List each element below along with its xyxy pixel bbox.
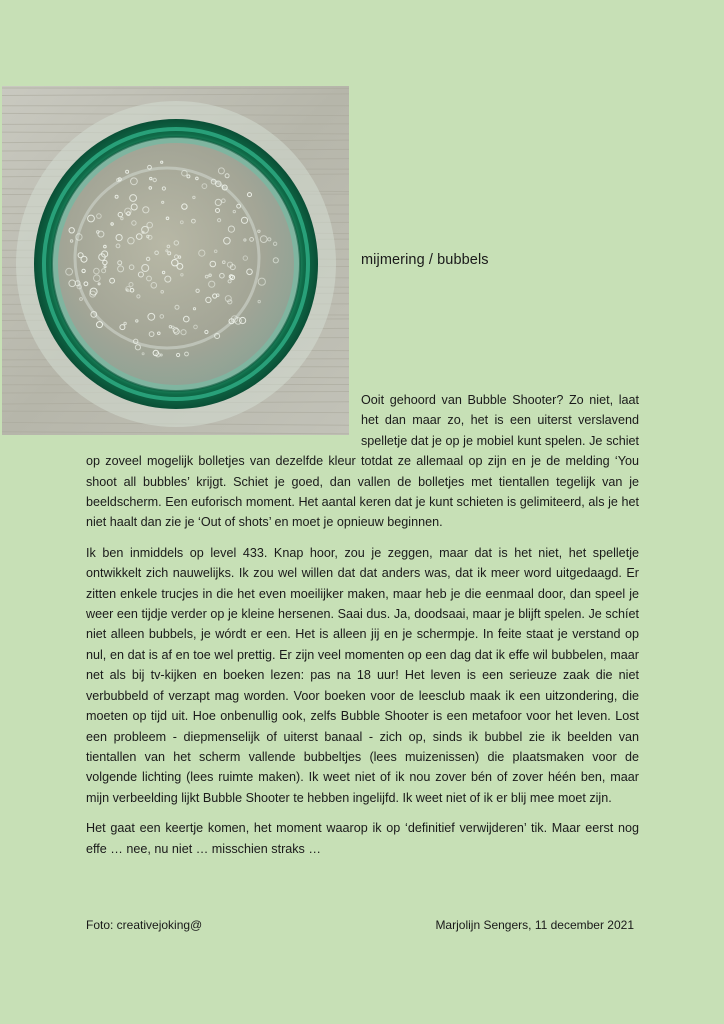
paragraph: Ik ben inmiddels op level 433. Knap hoor, zou je zeggen, maar dat is het niet, het spelletje ontwikkelt zich nauwelijks. Ik zou wel willen dat dat anders was, dat ik meer word uitgedaagd. Er zitten enkele trucjes in die het even moeilijker maken, maar heb je die eenmaal door, dan speel je weer een tijdje verder op je kleine hersenen. Saai dus. Ja, doodsaai, maar je blijft spelen. Je schíet niet alleen bubbels, je wórdt er een. Het is alleen jij en je schermpje. In feite staat je verstand op nul, en dat is af en toe wel prettig. Er zijn veel momenten op een dag dat ik effe wil bubbelen, maar net als bij tv-kijken en boeken lezen: pas na 18 uur! Het leven is een serieuze zaak die niet verbubbeld of verzapt mag worden. Voor boeken voor de leesclub maak ik een uitzondering, die moeten op tijd uit. Hoe onbenullig ook, zelfs Bubble Shooter is een metafoor voor het leven. Lost een probleem - diepmenselijk of uiterst banaal - zich op, sinds ik bubbel zie ik beelden van tientallen van het scherm vallende bubbeltjes (lees muizenissen) die plaatsmaken voor de volgende lichting (lees ruimte maken). Ik weet niet of ik nou zover bén of zover héén ben, maar mijn verbeelding lijkt Bubble Shooter te hebben ingelijfd. Ik weet niet of ik er blij mee moet zijn. bbox=[86, 545, 639, 805]
glass-bowl-with-bubbles-photo-icon bbox=[2, 86, 349, 435]
glass-bowl-photo bbox=[2, 86, 349, 435]
paragraph: Ooit gehoord van Bubble Shooter? Zo niet, laat het dan maar zo, het is een uiterst verslavend spelletje dat je op je mobiel kunt spelen. Je schiet op zoveel mogelijk bolletjes van dezelfde kleur totdat ze allemaal op zijn en je de melding ‘You shoot all bubbles’ krijgt. Schiet je goed, dan vallen de bolletjes met tientallen tegelijk van je beeldscherm. Een euforisch moment. Het aantal keren dat je kunt schieten is gelimiteerd, als je het niet haalt dan zie je ‘Out of shots’ en moet je opnieuw beginnen. bbox=[86, 393, 639, 530]
page-title: mijmering / bubbels bbox=[361, 252, 489, 268]
photo-credit: Foto: creativejoking@ bbox=[86, 918, 203, 932]
photo-wrap-spacer bbox=[86, 390, 361, 444]
article-body bbox=[86, 390, 639, 869]
paragraph: Het gaat een keertje komen, het moment waarop ik op ‘definitief verwijderen’ tik. Maar eerst nog effe … nee, nu niet … misschien straks … bbox=[86, 821, 639, 856]
author-date: Marjolijn Sengers, 11 december 2021 bbox=[435, 918, 634, 932]
